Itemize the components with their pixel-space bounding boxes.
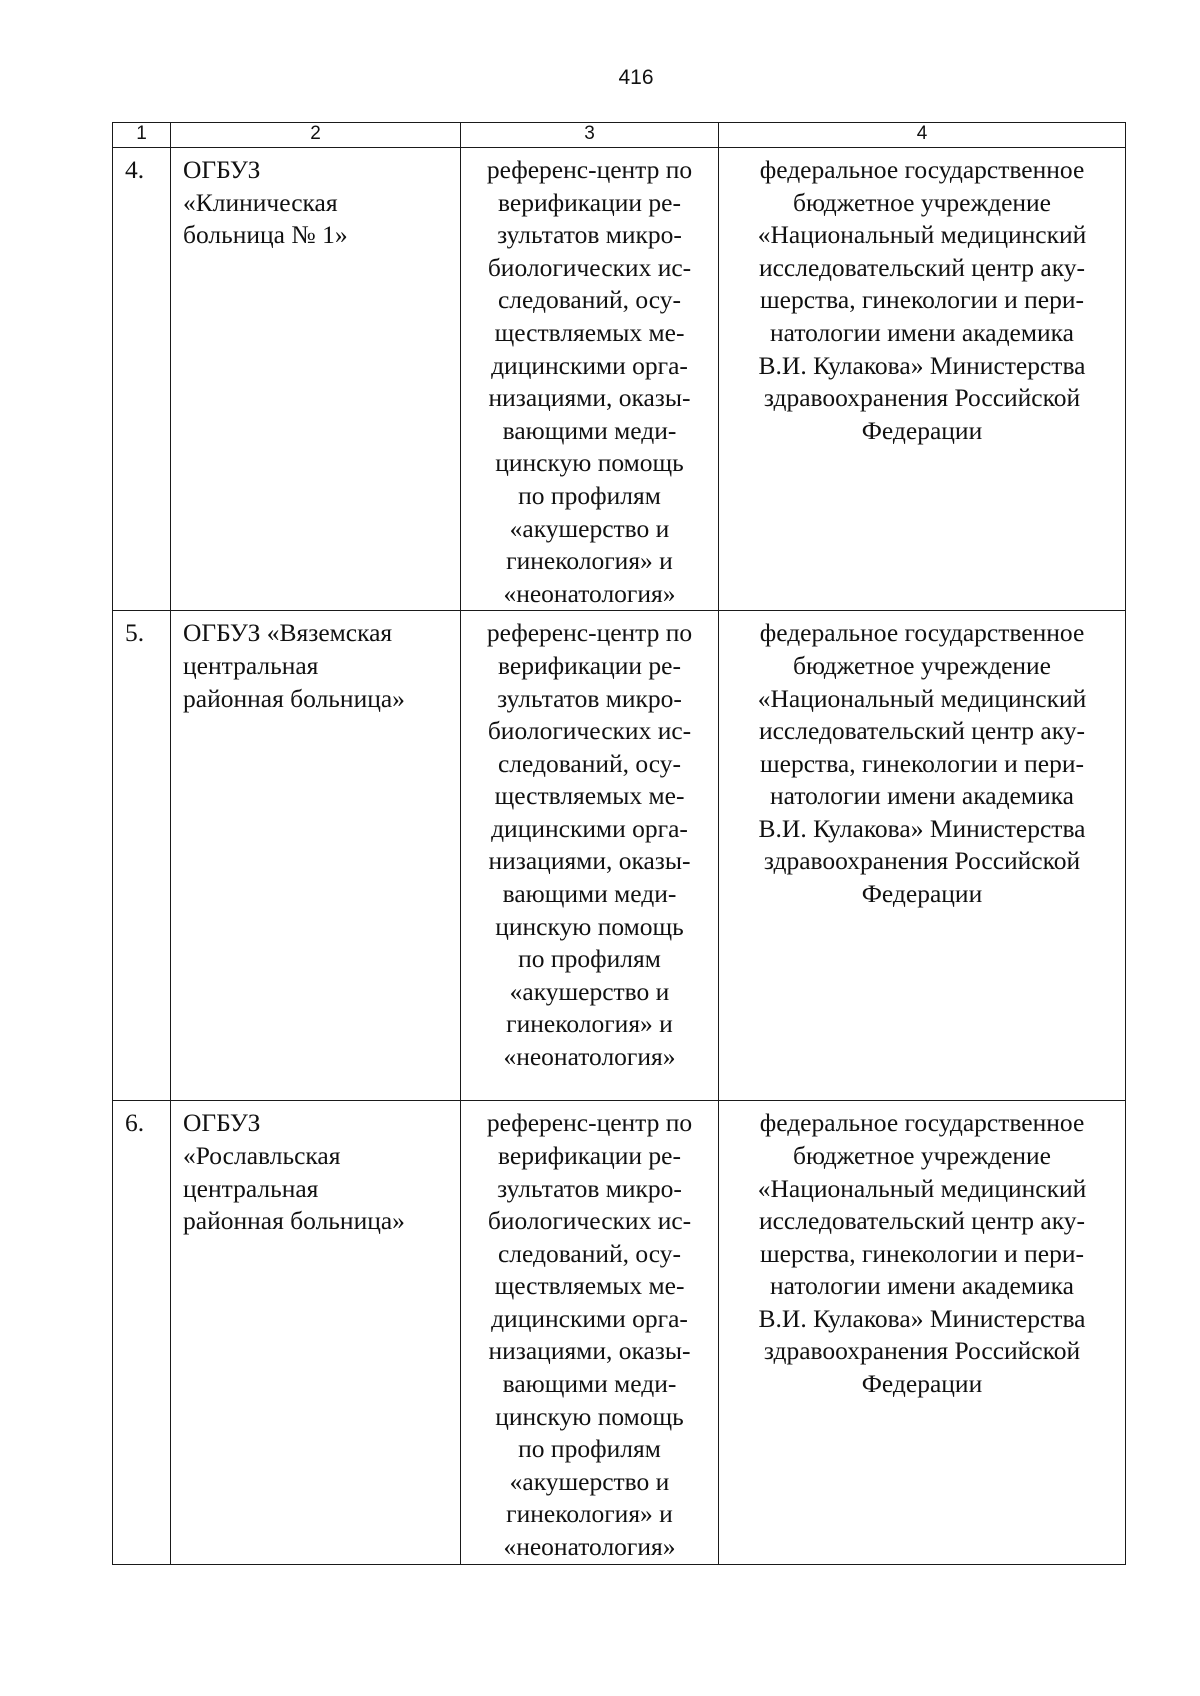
federal-center-line: исследовательский центр аку- <box>758 1206 1086 1236</box>
column-header-2: 2 <box>171 123 461 148</box>
role-line: биологических ис- <box>487 1206 692 1236</box>
role-line: ществляемых ме- <box>494 781 685 811</box>
federal-center-line: исследовательский центр аку- <box>758 252 1086 282</box>
role-line: верификации ре- <box>498 650 681 680</box>
role-cell <box>461 148 719 611</box>
federal-center-cell <box>719 1101 1126 1564</box>
row-number-cell <box>113 1101 171 1564</box>
role-line: следований, осу- <box>497 285 682 315</box>
row-number-cell <box>113 611 171 1101</box>
role-line: «акушерство и <box>509 1466 670 1496</box>
row-number: 6. <box>125 1108 145 1138</box>
federal-center-line: «Национальный медицинский <box>757 220 1087 250</box>
federal-center-line: Федерации <box>861 879 983 909</box>
organization-line: ОГБУЗ <box>183 1108 261 1138</box>
federal-center-line: Федерации <box>861 1369 983 1399</box>
table-row <box>113 1101 1126 1564</box>
role-line: низациями, оказы- <box>488 846 691 876</box>
organization-line: центральная <box>183 650 319 680</box>
federal-center-line: здравоохранения Российской <box>763 1336 1081 1366</box>
federal-center-line: В.И. Кулакова» Министерства <box>758 350 1086 380</box>
role-line: «неонатология» <box>503 1532 676 1562</box>
federal-center-line: «Национальный медицинский <box>757 1173 1087 1203</box>
federal-center-line: здравоохранения Российской <box>763 383 1081 413</box>
federal-center-line: натологии имени академика <box>770 1271 1074 1301</box>
role-line: биологических ис- <box>487 252 692 282</box>
federal-center-cell <box>719 611 1126 1101</box>
role-line: референс-центр по <box>486 1108 693 1138</box>
role-line: низациями, оказы- <box>488 1336 691 1366</box>
federal-center-line: исследовательский центр аку- <box>758 716 1086 746</box>
federal-center-line: здравоохранения Российской <box>763 846 1081 876</box>
role-line: гинекология» и <box>506 546 673 576</box>
role-line: по профилям <box>518 944 661 974</box>
organization-line: районная больница» <box>183 1206 405 1236</box>
role-line: вающими меди- <box>502 415 677 445</box>
federal-center-line: федеральное государственное <box>759 618 1085 648</box>
federal-center-cell <box>719 148 1126 611</box>
federal-center-line: шерства, гинекологии и пери- <box>760 285 1084 315</box>
federal-center-line: федеральное государственное <box>759 155 1085 184</box>
federal-center-line: натологии имени академика <box>770 781 1074 811</box>
organization-line: больница № 1» <box>183 220 348 250</box>
reference-centers-table <box>112 122 1126 1565</box>
role-line: зультатов микро- <box>497 683 682 713</box>
role-line: низациями, оказы- <box>488 383 691 413</box>
role-line: дицинскими орга- <box>491 813 688 843</box>
row-number-cell <box>113 148 171 611</box>
federal-center-line: натологии имени академика <box>770 317 1074 347</box>
role-line: биологических ис- <box>487 716 692 746</box>
role-line: референс-центр по <box>486 618 693 648</box>
federal-center-line: бюджетное учреждение <box>792 1140 1051 1170</box>
role-line: дицинскими орга- <box>491 350 688 380</box>
role-line: дицинскими орга- <box>491 1303 688 1333</box>
role-line: вающими меди- <box>502 879 677 909</box>
role-line: цинскую помощь <box>495 911 684 941</box>
role-line: ществляемых ме- <box>494 1271 685 1301</box>
role-line: «акушерство и <box>509 513 670 543</box>
role-line: следований, осу- <box>497 748 682 778</box>
federal-center-line: шерства, гинекологии и пери- <box>760 1238 1084 1268</box>
role-line: вающими меди- <box>502 1369 677 1399</box>
role-line: цинскую помощь <box>495 1401 684 1431</box>
organization-cell <box>171 1101 461 1564</box>
table-header-row <box>113 123 1126 148</box>
page-number: 416 <box>618 66 654 89</box>
role-line: верификации ре- <box>498 187 681 217</box>
role-line: следований, осу- <box>497 1238 682 1268</box>
federal-center-line: бюджетное учреждение <box>792 650 1051 680</box>
role-line: «неонатология» <box>503 1042 676 1072</box>
organization-line: ОГБУЗ <box>183 155 261 184</box>
role-line: верификации ре- <box>498 1140 681 1170</box>
column-header-1: 1 <box>113 123 171 148</box>
role-line: гинекология» и <box>506 1499 673 1529</box>
federal-center-line: В.И. Кулакова» Министерства <box>758 813 1086 843</box>
role-line: ществляемых ме- <box>494 317 685 347</box>
row-number: 4. <box>125 155 145 184</box>
organization-cell <box>171 611 461 1101</box>
role-line: цинскую помощь <box>495 448 684 478</box>
organization-line: районная больница» <box>183 683 405 713</box>
federal-center-line: бюджетное учреждение <box>792 187 1051 217</box>
organization-cell <box>171 148 461 611</box>
role-line: «акушерство и <box>509 976 670 1006</box>
federal-center-line: «Национальный медицинский <box>757 683 1087 713</box>
federal-center-line: федеральное государственное <box>759 1108 1085 1138</box>
column-header-3: 3 <box>461 123 719 148</box>
column-header-4: 4 <box>719 123 1126 148</box>
role-cell <box>461 611 719 1101</box>
row-number: 5. <box>125 618 145 648</box>
role-line: «неонатология» <box>503 578 676 608</box>
role-line: по профилям <box>518 1434 661 1464</box>
organization-line: «Клиническая <box>183 187 338 217</box>
role-line: зультатов микро- <box>497 1173 682 1203</box>
role-line: гинекология» и <box>506 1009 673 1039</box>
federal-center-line: Федерации <box>861 415 983 445</box>
table-row <box>113 611 1126 1101</box>
role-cell <box>461 1101 719 1564</box>
role-line: референс-центр по <box>486 155 693 184</box>
federal-center-line: В.И. Кулакова» Министерства <box>758 1303 1086 1333</box>
role-line: зультатов микро- <box>497 220 682 250</box>
federal-center-line: шерства, гинекологии и пери- <box>760 748 1084 778</box>
organization-line: «Рославльская <box>183 1140 341 1170</box>
role-line: по профилям <box>518 480 661 510</box>
organization-line: ОГБУЗ «Вяземская <box>183 618 393 648</box>
organization-line: центральная <box>183 1173 319 1203</box>
table-row <box>113 148 1126 611</box>
